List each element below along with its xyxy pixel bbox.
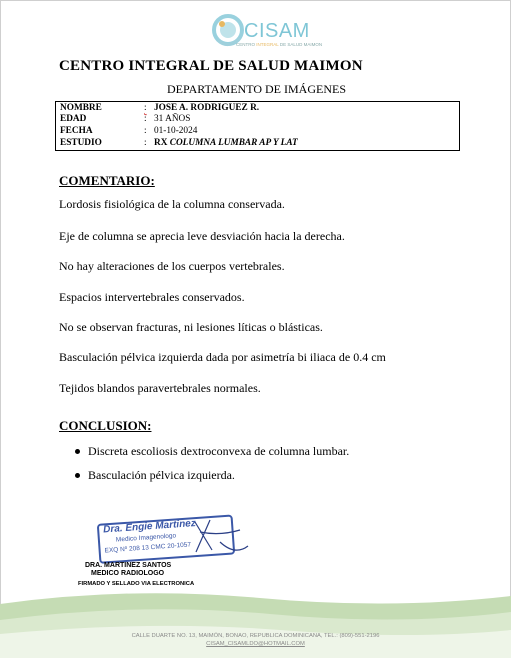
footer-wave [0, 590, 511, 658]
doctor-role: MEDICO RADIOLOGO [91, 570, 165, 577]
info-row-edad [60, 114, 190, 124]
stamp-exequatur: EXQ Nº 208 13 CMC 20-1057 [104, 541, 192, 555]
cisam-logo [206, 8, 326, 54]
fecha-value: 01-10-2024 [154, 126, 198, 136]
edad-value: 31 AÑOS [154, 114, 191, 124]
nombre-value: JOSE A. RODRIGUEZ R. [154, 103, 260, 113]
estudio-prefix: RX [154, 138, 170, 148]
info-row-nombre [60, 103, 259, 113]
logo-text: CISAM [244, 20, 310, 42]
stamp-name: Dra. Engie Martinez [102, 518, 197, 536]
conclusion-item: Discreta escoliosis dextroconvexa de columna lumbar. [74, 444, 349, 468]
stamp-role: Medico Imagenologo [115, 532, 177, 544]
center-name: CENTRO INTEGRAL DE SALUD MAIMON [59, 58, 363, 74]
comment-line: Espacios intervertebrales conservados. [59, 290, 245, 304]
estudio-value: COLUMNA LUMBAR AP Y LAT [169, 138, 298, 148]
conclusion-list [74, 444, 349, 492]
info-row-fecha [60, 126, 197, 136]
signature-scribble-icon [100, 512, 250, 562]
comentario-title: COMENTARIO: [59, 173, 155, 188]
comment-line: Lordosis fisiológica de la columna conservada. [59, 197, 285, 211]
electronic-signature-note: FIRMADO Y SELLADO VIA ELECTRONICA [78, 581, 195, 587]
fecha-label: FECHA [60, 126, 93, 136]
patient-info-box [55, 101, 460, 151]
comment-line: No hay alteraciones de los cuerpos vertebrales. [59, 259, 285, 273]
comment-line: No se observan fracturas, ni lesiones líticas o blásticas. [59, 320, 323, 334]
footer-email: CISAM_CISAMLDO@HOTMAIL.COM [206, 641, 305, 647]
estudio-label: ESTUDIO [60, 138, 102, 148]
nombre-label: NOMBRE [60, 103, 102, 113]
fecha-colon: : [144, 126, 147, 136]
info-row-estudio [60, 138, 298, 148]
nombre-colon: : [144, 103, 147, 113]
edad-colon: : [144, 114, 147, 124]
department-title: DEPARTAMENTO DE IMÁGENES [167, 82, 346, 96]
estudio-colon: : [144, 138, 147, 148]
comment-line: Eje de columna se aprecia leve desviación hacia la derecha. [59, 229, 345, 243]
comment-line: Basculación pélvica izquierda dada por asimetría bi iliaca de 0.4 cm [59, 350, 386, 364]
comment-line: Tejidos blandos paravertebrales normales. [59, 381, 261, 395]
edad-label: EDAD [60, 114, 87, 124]
conclusion-item: Basculación pélvica izquierda. [74, 468, 349, 492]
footer-address: CALLE DUARTE NO. 13, MAIMÓN, BONAO, REPUBLICA DOMINICANA, TEL.: (809)-551-2196 [131, 633, 380, 639]
doctor-name: DRA. MARTINEZ SANTOS [85, 562, 172, 569]
logo-subtitle: CENTRO INTEGRAL DE SALUD MAIMON [236, 42, 323, 47]
conclusion-title: CONCLUSION: [59, 418, 152, 433]
